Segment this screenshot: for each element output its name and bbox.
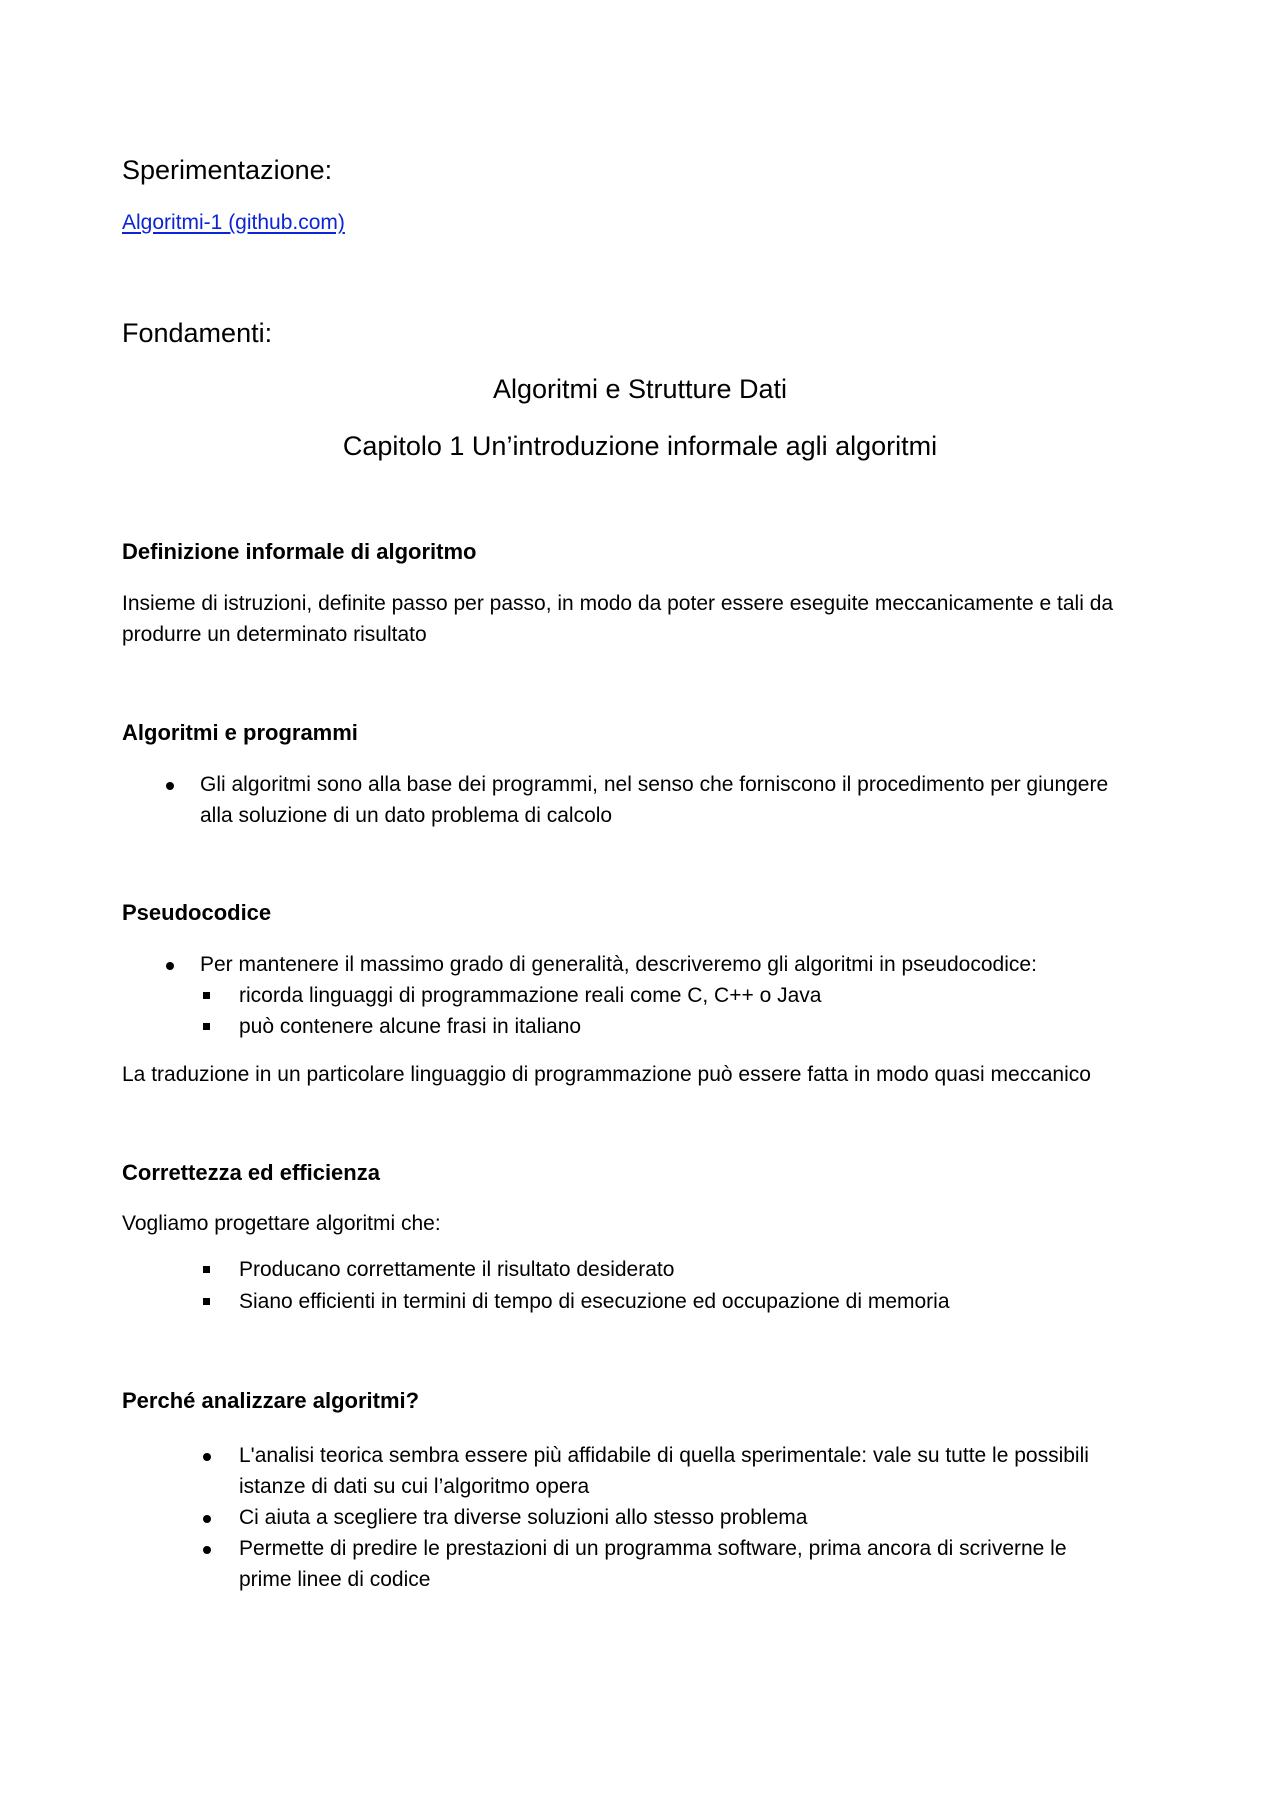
bullet-icon <box>203 1546 211 1554</box>
pseudocode-sub-item: può contenere alcune frasi in italiano <box>239 1015 582 1038</box>
definition-text-line2: produrre un determinato risultato <box>122 623 427 646</box>
correctness-intro: Vogliamo progettare algoritmi che: <box>122 1212 441 1235</box>
chapter-title: Capitolo 1 Un’introduzione informale agli algoritmi <box>342 431 938 461</box>
why-heading: Perché analizzare algoritmi? <box>122 1388 420 1413</box>
book-title: Algoritmi e Strutture Dati <box>492 374 788 404</box>
pseudocode-note: La traduzione in un particolare linguaggio di programmazione può essere fatta in modo quasi meccanico <box>122 1063 1091 1086</box>
github-link[interactable]: Algoritmi-1 (github.com) <box>122 211 345 234</box>
foundations-heading: Fondamenti: <box>122 318 273 348</box>
correctness-heading: Correttezza ed efficienza <box>122 1160 380 1185</box>
why-item1-line2: istanze di dati su cui l’algoritmo opera <box>239 1475 590 1498</box>
why-item3-line1: Permette di predire le prestazioni di un programma software, prima ancora di scriverne le <box>239 1537 1067 1560</box>
why-item3-line2: prime linee di codice <box>239 1568 431 1591</box>
why-item1-line1: L'analisi teorica sembra essere più affidabile di quella sperimentale: vale su tutte le possibili <box>239 1444 1089 1467</box>
bullet-icon <box>166 782 174 790</box>
experiment-heading: Sperimentazione: <box>122 155 333 185</box>
programs-bullet-line2: alla soluzione di un dato problema di calcolo <box>200 804 613 827</box>
square-bullet-icon <box>203 992 210 999</box>
pseudocode-bullet: Per mantenere il massimo grado di generalità, descriveremo gli algoritmi in pseudocodice: <box>200 953 1037 976</box>
bullet-icon <box>203 1515 211 1523</box>
correctness-item: Producano correttamente il risultato desiderato <box>239 1258 675 1281</box>
definition-heading: Definizione informale di algoritmo <box>122 539 477 564</box>
square-bullet-icon <box>203 1266 210 1273</box>
programs-heading: Algoritmi e programmi <box>122 720 358 745</box>
definition-text-line1: Insieme di istruzioni, definite passo per passo, in modo da poter essere eseguite meccanicamente e tali da <box>122 592 1114 615</box>
bullet-icon <box>166 962 174 970</box>
pseudocode-heading: Pseudocodice <box>122 900 272 925</box>
why-item2: Ci aiuta a scegliere tra diverse soluzioni allo stesso problema <box>239 1506 808 1529</box>
square-bullet-icon <box>203 1298 210 1305</box>
square-bullet-icon <box>203 1023 210 1030</box>
pseudocode-sub-item: ricorda linguaggi di programmazione reali come C, C++ o Java <box>239 984 822 1007</box>
bullet-icon <box>203 1453 211 1461</box>
correctness-item: Siano efficienti in termini di tempo di esecuzione ed occupazione di memoria <box>239 1290 950 1313</box>
programs-bullet-line1: Gli algoritmi sono alla base dei programmi, nel senso che forniscono il procedimento per giungere <box>200 773 1109 796</box>
